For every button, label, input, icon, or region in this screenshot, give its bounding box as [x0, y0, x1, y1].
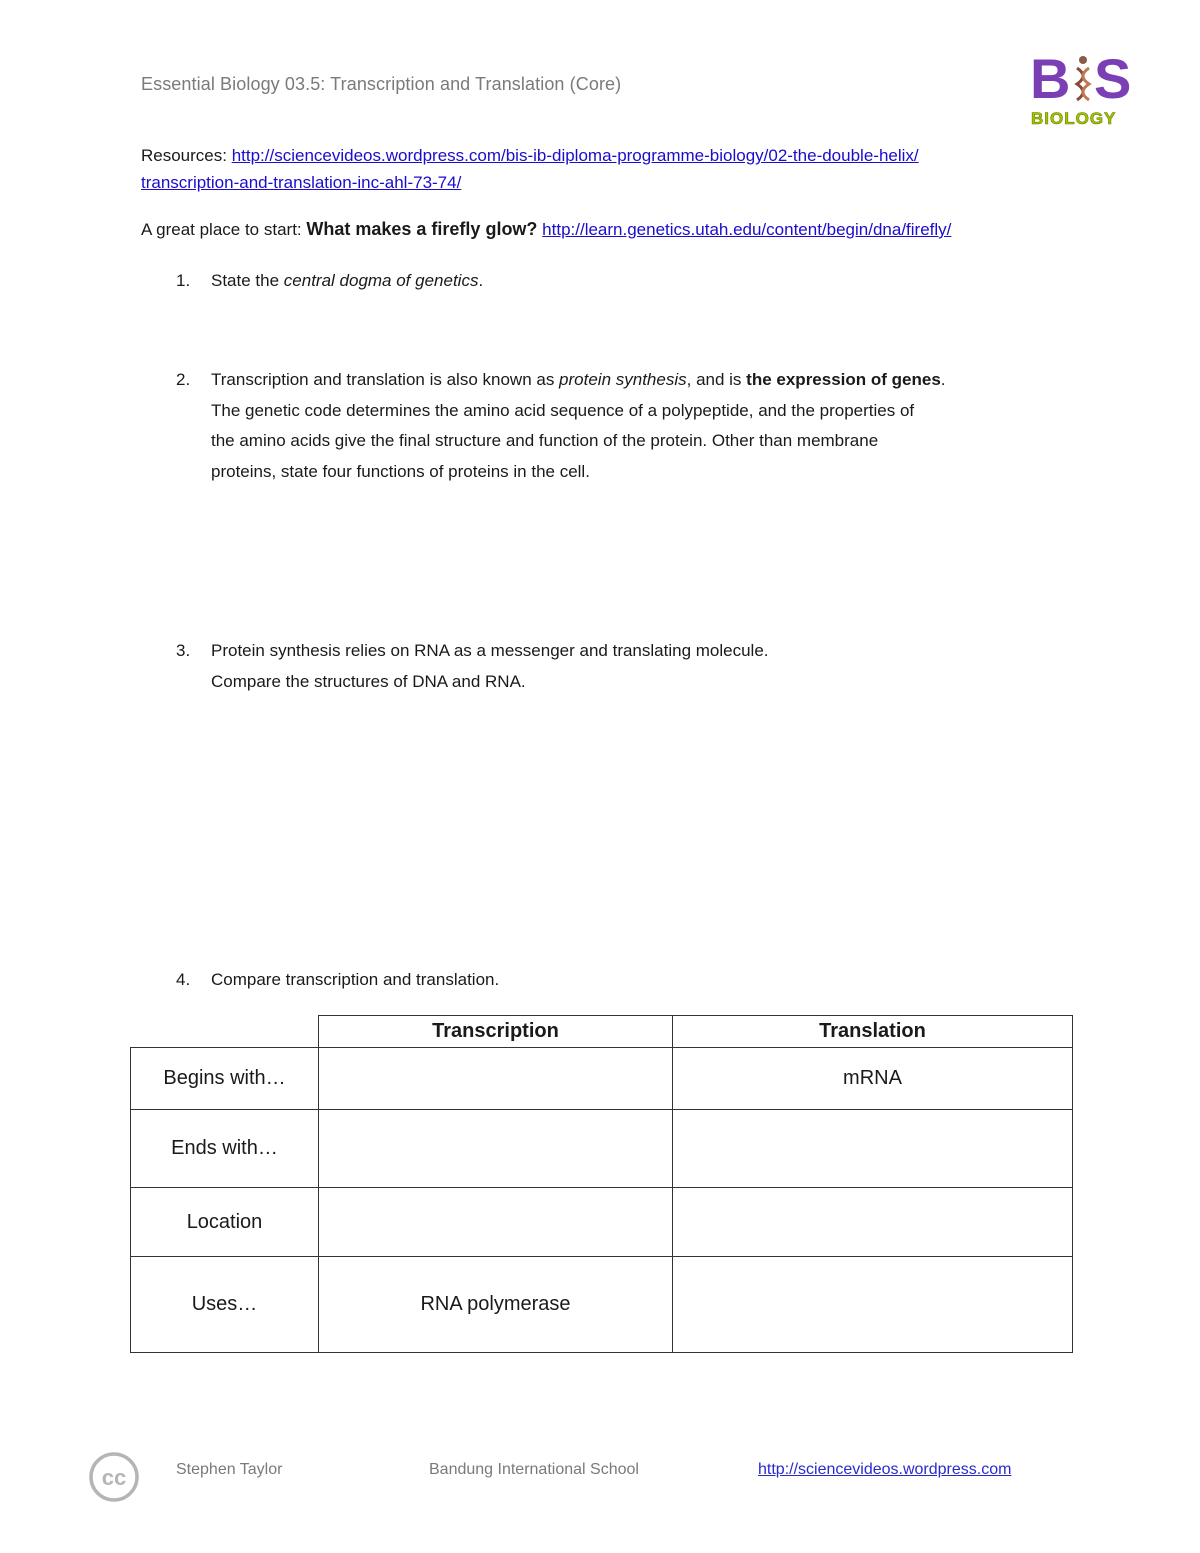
translation-cell[interactable] — [673, 1188, 1073, 1257]
row-label: Ends with… — [131, 1110, 319, 1188]
question-number: 1. — [176, 271, 191, 290]
question-number: 3. — [176, 641, 191, 660]
question-2-line2: The genetic code determines the amino acid sequence of a polypeptide, and the properties of — [211, 400, 915, 420]
cc-icon — [88, 1451, 140, 1503]
start-label: A great place to start: — [141, 220, 307, 239]
table-row — [131, 1110, 1073, 1188]
translation-cell[interactable] — [673, 1257, 1073, 1353]
translation-cell[interactable]: mRNA — [673, 1048, 1073, 1110]
row-label: Uses… — [131, 1257, 319, 1353]
transcription-cell[interactable] — [319, 1110, 673, 1188]
protein-synthesis-term: protein synthesis — [559, 370, 687, 389]
bis-biology-logo — [1030, 50, 1142, 130]
question-number: 2. — [176, 370, 191, 389]
start-question: What makes a firefly glow? — [306, 219, 538, 239]
table-row — [131, 1048, 1073, 1110]
row-label: Begins with… — [131, 1048, 319, 1110]
resources-link-line1[interactable]: http://sciencevideos.wordpress.com/bis-ib-diploma-programme-biology/02-the-double-helix/ — [231, 146, 919, 165]
question-2: 2. Transcription and translation is also known as protein synthesis, and is the expression of genes. The genetic code determines the amino acid sequence of a polypeptide, and the properties of the amino acids give the final structure and function of the protein. Other than membrane proteins, state four functions of proteins in the cell. — [176, 365, 1056, 487]
expression-of-genes-term: the expression of genes — [746, 370, 941, 389]
question-2-line4: proteins, state four functions of proteins in the cell. — [211, 461, 590, 481]
question-3 — [176, 636, 1056, 697]
question-2-line3: the amino acids give the final structure and function of the protein. Other than membrane — [211, 431, 879, 450]
start-line — [141, 219, 951, 240]
header-translation: Translation — [673, 1016, 1073, 1048]
logo-subtext: BIOLOGY — [1031, 109, 1117, 128]
question-4-line1: Compare transcription and translation. — [211, 970, 500, 989]
svg-text:cc: cc — [101, 1465, 127, 1490]
table-corner-cell — [131, 1016, 319, 1048]
resources-label: Resources: — [141, 146, 232, 165]
firefly-link[interactable]: http://learn.genetics.utah.edu/content/begin/dna/firefly/ — [542, 220, 952, 239]
question-number: 4. — [176, 970, 191, 989]
footer-url-wrap — [758, 1461, 1011, 1479]
dna-helix-icon — [1077, 68, 1083, 100]
header-transcription: Transcription — [319, 1016, 673, 1048]
transcription-cell[interactable] — [319, 1048, 673, 1110]
transcription-cell[interactable] — [319, 1188, 673, 1257]
footer-author: Stephen Taylor — [176, 1461, 283, 1478]
question-1: 1. State the central dogma of genetics. — [176, 266, 1056, 297]
logo-dot-icon — [1079, 56, 1087, 64]
question-3-line1: Protein synthesis relies on RNA as a messenger and translating molecule. — [211, 641, 769, 660]
question-4 — [176, 965, 1056, 996]
translation-cell[interactable] — [673, 1110, 1073, 1188]
row-label: Location — [131, 1188, 319, 1257]
logo-s: S — [1094, 50, 1132, 110]
table-row — [131, 1257, 1073, 1353]
resources-section — [141, 142, 1041, 196]
table-row — [131, 1188, 1073, 1257]
transcription-cell[interactable]: RNA polymerase — [319, 1257, 673, 1353]
page-title: Essential Biology 03.5: Transcription and Translation (Core) — [141, 74, 622, 94]
logo-b: B — [1030, 50, 1071, 110]
table-header-row — [131, 1016, 1073, 1048]
question-3-line2: Compare the structures of DNA and RNA. — [211, 671, 526, 691]
resources-link-line2[interactable]: transcription-and-translation-inc-ahl-73-74/ — [141, 173, 462, 192]
comparison-table — [130, 1015, 1073, 1353]
central-dogma-term: central dogma of genetics — [283, 271, 479, 290]
footer-url-link[interactable]: http://sciencevideos.wordpress.com — [758, 1461, 1012, 1478]
footer-school: Bandung International School — [429, 1461, 639, 1478]
